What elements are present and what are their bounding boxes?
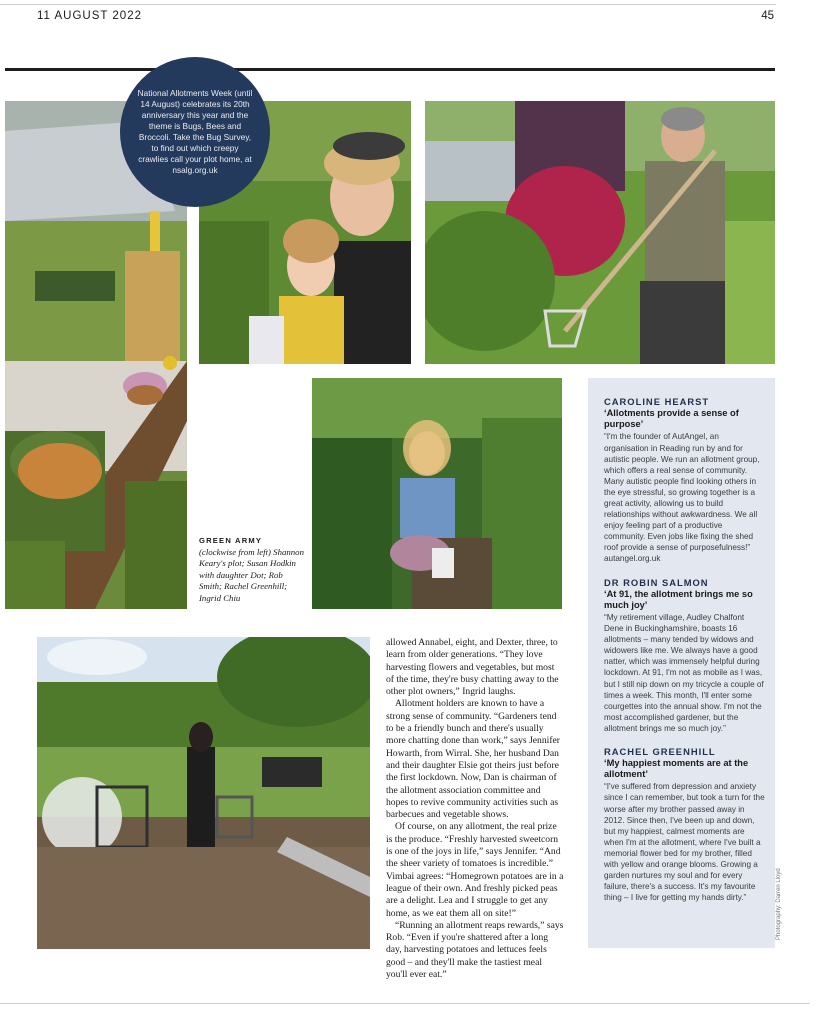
photo-caption (199, 535, 304, 605)
photo-rachel-greenhill (312, 378, 562, 609)
body-paragraph: allowed Annabel, eight, and Dexter, three, to learn from older generations. “They love harvesting flowers and vegetables, but most of the time, they're busy chatting away to the other plot owners,” Ingrid laughs. (386, 637, 559, 698)
body-paragraph: Of course, on any allotment, the real prize is the produce. “Freshly harvested sweetcorn is one of the joys in life,” says Jennifer. “And the sheer variety of tomatoes is incredible.” Vimbai agrees: “Homegrown potatoes are in a league of their own. And freshly picked peas are a delight. Lea and I struggle to get any home, as we eat them all on site!” (386, 821, 564, 919)
testimonial-entry (604, 746, 765, 903)
top-border (0, 4, 776, 5)
testimonial-quote: “I'm the founder of AutAngel, an organisation in Reading run by and for autistic people. We run an allotment group, which offers a real sense of community. Many autistic people find looking others in the eye stressful, so growing together is a great activity, allowing us to build relationships without awkwardness. We all enjoy feeling part of a productive community. Even jobs like fixing the shed roof provide a sense of purposefulness!” autangel.org.uk (604, 432, 760, 564)
testimonials-sidebar (588, 378, 775, 948)
footer-rule (0, 1003, 810, 1004)
testimonial-entry (604, 577, 765, 734)
testimonial-name: RACHEL GREENHILL (604, 745, 716, 757)
article-body (386, 637, 564, 981)
photo-ingrid-chiu (37, 637, 370, 949)
caption-title: GREEN ARMY (199, 536, 263, 545)
testimonial-headline: ‘Allotments provide a sense of purpose’ (604, 408, 739, 430)
body-paragraph: “Running an allotment reaps rewards,” says Rob. “Even if you're shattered after a long day, harvesting potatoes and lettuces feels good – and they'll make the tastiest meal you'll ever eat.” (386, 919, 564, 981)
caption-body: (clockwise from left) Shannon Keary's plot; Susan Hodkin with daughter Dot; Rob Smith; Rachel Greenhill; Ingrid Chiu (199, 546, 304, 603)
testimonial-quote: “I've suffered from depression and anxiety since I can remember, but took a turn for the worse after my brother passed away in 2012. Since then, I've been up and down, but my happiest, calmest moments are when I'm at the allotment, where I've built a memorial flower bed for my brother, filled with yellow and orange blooms. Growing a garden nurtures my soul and for every failure, there's a success. It's my favourite thing – I live for getting my hands dirty.” (604, 782, 765, 903)
body-paragraph: Allotment holders are known to have a strong sense of community. “Gardeners tend to be a friendly bunch and there's usually more chatting done than work,” says Jennifer Howarth, from Wirral. She, her husband Dan and their daughter Elsie got theirs just before the first lockdown. Now, Dan is chairman of the allotment association committee and hopes to revive community activities such as barbecues and vegetable shows. (386, 698, 560, 821)
photo-credit: Photography: Darren Lloyd (776, 868, 782, 940)
allotments-week-badge: National Allotments Week (until 14 August) celebrates its 20th anniversary this year and the theme is Bugs, Bees and Broccoli. Take the Bug Survey, to find out which creepy crawlies call your plot home, at nsalg.org.uk (120, 57, 270, 207)
testimonial-entry (604, 396, 765, 565)
page-number: 45 (761, 10, 774, 22)
header-rule (5, 68, 775, 71)
testimonial-headline: ‘At 91, the allotment brings me so much joy’ (604, 588, 753, 610)
issue-date: 11 AUGUST 2022 (37, 10, 142, 22)
testimonial-name: CAROLINE HEARST (604, 396, 710, 407)
testimonial-headline: ‘My happiest moments are at the allotment’ (604, 757, 749, 780)
testimonial-name: DR ROBIN SALMON (604, 576, 709, 588)
testimonial-quote: “My retirement village, Audley Chalfont Dene in Buckinghamshire, boasts 16 allotments – many tended by widows and widowers like me. We always have a good natter, which was immensely helpful during lockdown. At 91, I'm not as mobile as I was, but I still nip down on my tricycle a couple of times a week. This month, I'll enter some courgettes into the annual show. I'm not the most accomplished gardener, but the allotment brings me so much joy.” (604, 612, 764, 733)
photo-rob-smith (425, 101, 775, 364)
